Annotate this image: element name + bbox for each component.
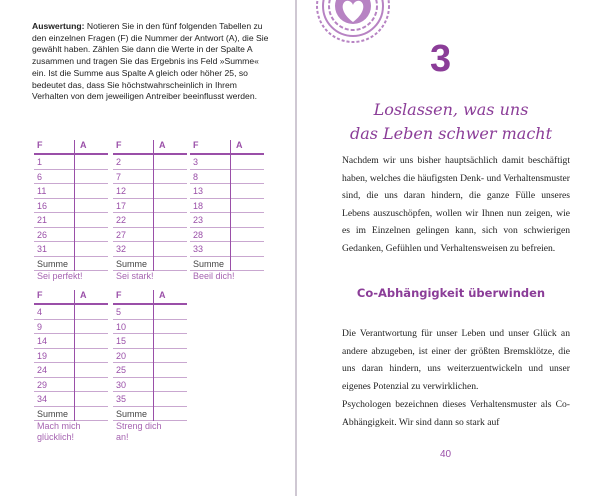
col-f: F: [37, 290, 43, 300]
chapter-title-line-1: Loslassen, was uns: [373, 100, 529, 119]
table-footer: Mach mich glücklich!: [37, 421, 81, 442]
col-f: F: [116, 290, 122, 300]
evaluation-label: Auswertung:: [32, 21, 85, 31]
paragraph-2: Die Verantwortung für unser Leben und unser Glück an andere abzugeben, ist einer der größten Bremsklötze, die uns daran hindern, uns weiterzuentwickeln und unser eigenes Potenzial zu verwirklichen.: [342, 328, 570, 392]
chapter-title: [312, 98, 590, 146]
table-row: 33: [190, 242, 264, 257]
answer-table-2: [113, 140, 187, 282]
table-row: 13: [190, 184, 264, 199]
page-number: 40: [440, 449, 452, 460]
table-row: 17: [113, 199, 187, 214]
table-row: 22: [113, 213, 187, 228]
answer-table-3: [190, 140, 264, 282]
table-row: 2: [113, 155, 187, 170]
col-a: A: [236, 140, 243, 150]
sum-row: Summe: [34, 407, 108, 422]
col-a: A: [80, 140, 87, 150]
table-footer: Streng dich an!: [116, 421, 162, 442]
col-a: A: [80, 290, 87, 300]
table-row: 21: [34, 213, 108, 228]
column-divider: [153, 140, 154, 271]
mandala-heart-icon: [310, 0, 396, 46]
table-row: 31: [34, 242, 108, 257]
table-header: [113, 290, 187, 305]
chapter-title-line-2: das Leben schwer macht: [349, 124, 553, 143]
table-row: 32: [113, 242, 187, 257]
column-divider: [74, 290, 75, 421]
sum-row: Summe: [113, 257, 187, 272]
table-row: 10: [113, 320, 187, 335]
table-footer: Sei perfekt!: [37, 271, 83, 281]
table-row: 27: [113, 228, 187, 243]
table-row: 28: [190, 228, 264, 243]
sum-row: Summe: [113, 407, 187, 422]
table-row: 30: [113, 378, 187, 393]
answer-table-1: [34, 140, 108, 282]
col-f: F: [37, 140, 43, 150]
table-row: 1: [34, 155, 108, 170]
evaluation-text: Notieren Sie in den fünf folgenden Tabellen zu den einzelnen Fragen (F) die Nummer der Antwort (A), die Sie gewählt haben. Zählen Sie dann die Werte in der Spalte A zusammen und tragen Sie das Ergebnis ins Feld »Summe« ein. Ist die Summe aus Spalte A gleich oder höher 25, so bedeutet das, dass Sie höchstwahrscheinlich in Ihrem Verhalten von dem jeweiligen Antreiber beeinflusst werden.: [32, 21, 269, 102]
table-row: 19: [34, 349, 108, 364]
table-row: 23: [190, 213, 264, 228]
table-row: 4: [34, 305, 108, 320]
table-header: [113, 140, 187, 155]
sum-row: Summe: [190, 257, 264, 272]
column-divider: [74, 140, 75, 271]
table-row: 18: [190, 199, 264, 214]
table-row: 5: [113, 305, 187, 320]
table-row: 14: [34, 334, 108, 349]
sum-row: Summe: [34, 257, 108, 272]
chapter-number: 3: [430, 38, 452, 80]
table-row: 26: [34, 228, 108, 243]
col-a: A: [159, 290, 166, 300]
table-row: 3: [190, 155, 264, 170]
table-header: [34, 140, 108, 155]
table-row: 24: [34, 363, 108, 378]
col-f: F: [116, 140, 122, 150]
table-row: 20: [113, 349, 187, 364]
table-header: [34, 290, 108, 305]
table-footer: Beeil dich!: [193, 271, 235, 281]
col-a: A: [159, 140, 166, 150]
paragraph-1: Nachdem wir uns bisher hauptsächlich damit beschäftigt haben, welches die häufigsten Denk- und Verhaltensmuster sind, die uns daran hindern, die ganze Fülle unseres Lebens auszuschöpfen, wollen wir Ihnen nun zeigen, wie es im Einzelnen gelingen kann, sich von schwierigen Gedanken, Gefühlen und Verhaltensweisen zu befreien.: [342, 155, 570, 254]
table-row: 7: [113, 170, 187, 185]
table-row: 8: [190, 170, 264, 185]
column-divider: [230, 140, 231, 271]
table-row: 9: [34, 320, 108, 335]
table-row: 34: [34, 392, 108, 407]
paragraph-3: Psychologen bezeichnen dieses Verhaltensmuster als Co-Abhängigkeit. Wir sind dann so stark auf: [342, 399, 570, 428]
section-heading: Co-Abhängigkeit überwinden: [356, 286, 546, 300]
answer-table-5: [113, 290, 187, 443]
table-row: 11: [34, 184, 108, 199]
table-header: [190, 140, 264, 155]
table-row: 12: [113, 184, 187, 199]
table-footer: Sei stark!: [116, 271, 154, 281]
table-row: 16: [34, 199, 108, 214]
table-row: 6: [34, 170, 108, 185]
col-f: F: [193, 140, 199, 150]
table-row: 29: [34, 378, 108, 393]
table-row: 15: [113, 334, 187, 349]
evaluation-intro: [32, 21, 270, 103]
answer-table-4: [34, 290, 108, 443]
column-divider: [153, 290, 154, 421]
table-row: 35: [113, 392, 187, 407]
table-row: 25: [113, 363, 187, 378]
